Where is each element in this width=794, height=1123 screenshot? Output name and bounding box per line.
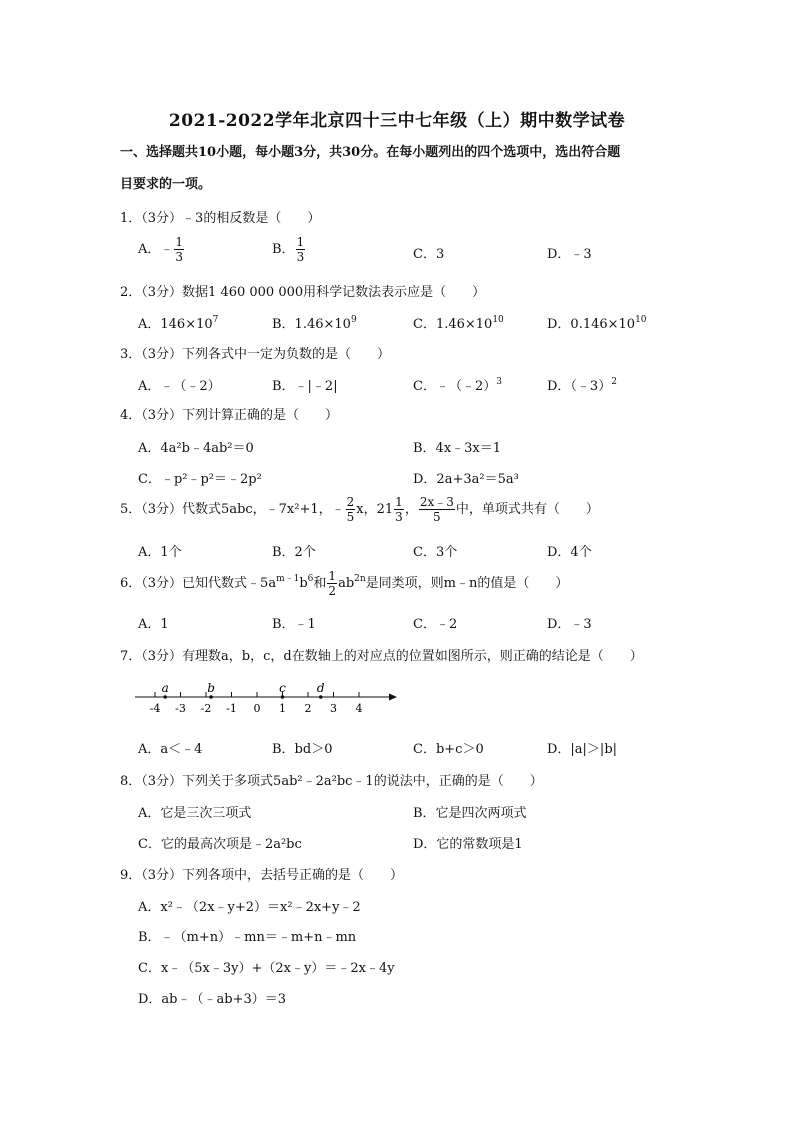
question-8-option-b: B．它是四次两项式 xyxy=(413,806,527,821)
question-4-option-c: C．﹣p²﹣p²＝﹣2p² xyxy=(138,472,262,487)
question-2-option-b: B．$1.46\times 10^9$ xyxy=(272,315,357,332)
question-3-option-a: A．﹣（﹣2） xyxy=(138,379,221,394)
question-3-stem: 3．（3分）下列各式中一定为负数的是（ ） xyxy=(120,347,391,362)
number-line-tick-label: -3 xyxy=(175,702,186,715)
question-4-option-a: A．4a²b﹣4ab²＝0 xyxy=(138,441,254,456)
question-4-stem: 4．（3分）下列计算正确的是（ ） xyxy=(120,408,339,423)
section-heading-line1: 一、选择题共10小题，每小题3分，共30分。在每小题列出的四个选项中，选出符合题 xyxy=(120,145,621,160)
number-line xyxy=(135,675,405,725)
arrow-icon xyxy=(389,694,397,701)
number-line-tick-label: -4 xyxy=(149,702,161,715)
number-line-point-label: c xyxy=(279,681,286,695)
question-9-stem: 9．（3分）下列各项中，去括号正确的是（ ） xyxy=(120,868,404,883)
question-5-stem: 5．（3分）代数式5abc，﹣7x²+1，﹣ $\frac{2}{5}$ x，21 $\frac{1}{3}$ ， $\frac{2x﹣3}{5}$ 中，单项式共有（ ） xyxy=(120,495,599,524)
question-2-option-a: A．$146\times 10^7$ xyxy=(138,315,219,332)
number-line-tick-label: 1 xyxy=(279,702,286,715)
question-1-option-b: B． $\frac{1}{3}$ xyxy=(272,235,305,264)
number-line-tick-label: 4 xyxy=(355,702,363,715)
question-5-option-c: C．3个 xyxy=(413,545,458,560)
fraction: $\frac{2}{5}$ xyxy=(346,495,355,524)
question-1-option-c: C．3 xyxy=(413,247,445,262)
number-line-tick-label: -1 xyxy=(226,702,237,715)
question-7-option-b: B．bd＞0 xyxy=(272,742,333,757)
question-2-option-d: D．$0.146\times 10^{10}$ xyxy=(547,315,647,332)
number-line-tick-label: -2 xyxy=(200,702,212,715)
question-7-stem: 7．（3分）有理数a，b，c，d在数轴上的对应点的位置如图所示，则正确的结论是（ ） xyxy=(120,649,643,664)
fraction: $\frac{1}{3}$ xyxy=(395,495,403,524)
number-line-tick-label: 3 xyxy=(330,702,337,715)
number-line-point-c xyxy=(281,695,285,699)
question-2-stem: 2．（3分）数据1 460 000 000用科学记数法表示应是（ ） xyxy=(120,285,486,300)
fraction: $\frac{2x﹣3}{5}$ xyxy=(419,495,454,524)
question-8-option-d: D．它的常数项是1 xyxy=(413,837,523,852)
fraction: $\frac{1}{2}$ xyxy=(328,569,337,598)
question-3-option-d: D．（﹣3）$^2$ xyxy=(547,377,617,394)
section-heading-line2: 目要求的一项。 xyxy=(120,177,212,192)
question-8-option-a: A．它是三次三项式 xyxy=(138,806,252,821)
question-4-option-b: B．4x﹣3x＝1 xyxy=(413,441,502,456)
number-line-point-d xyxy=(319,695,323,699)
question-3-option-b: B．﹣|﹣2| xyxy=(272,379,338,394)
number-line-point-label: a xyxy=(161,681,169,695)
question-5-option-b: B．2个 xyxy=(272,545,316,560)
question-4-option-d: D．2a+3a²＝5a³ xyxy=(413,472,519,487)
number-line-point-label: d xyxy=(316,681,325,695)
question-6-option-d: D．﹣3 xyxy=(547,617,592,632)
number-line-tick-label: 2 xyxy=(304,702,312,715)
question-7-option-a: A．a＜﹣4 xyxy=(138,742,203,757)
question-8-option-c: C．它的最高次项是﹣2a²bc xyxy=(138,837,302,852)
question-1-option-a: A．﹣ $\frac{1}{3}$ xyxy=(138,235,184,264)
question-3-option-c: C．﹣（﹣2）$^3$ xyxy=(413,377,502,394)
section-heading xyxy=(120,137,680,201)
question-9-option-d: D．ab﹣（﹣ab+3）＝3 xyxy=(138,992,287,1007)
question-9-option-b: B．﹣（m+n）﹣mn＝﹣m+n﹣mn xyxy=(138,930,357,945)
number-line-point-label: b xyxy=(207,681,215,695)
question-1-option-d: D．﹣3 xyxy=(547,247,592,262)
question-5-option-d: D．4个 xyxy=(547,545,592,560)
question-9-option-c: C．x﹣（5x﹣3y）+（2x﹣y）＝﹣2x﹣4y xyxy=(138,961,395,976)
number-line-point-a xyxy=(163,695,167,699)
fraction: $\frac{1}{3}$ xyxy=(175,235,184,264)
number-line-point-b xyxy=(209,695,213,699)
question-6-option-c: C．﹣2 xyxy=(413,617,458,632)
question-9-option-a: A．x²﹣（2x﹣y+2）＝x²﹣2x+y﹣2 xyxy=(138,900,361,915)
question-8-stem: 8．（3分）下列关于多项式5ab²﹣2a²bc﹣1的说法中，正确的是（ ） xyxy=(120,774,543,789)
question-6-stem: 6．（3分）已知代数式$﹣5a^{m﹣1}b^6$和 $\frac{1}{2}$ $ab^{2n}$是同类项，则m﹣n的值是（ ） xyxy=(120,569,569,598)
question-7-option-c: C．b+c＞0 xyxy=(413,742,484,757)
question-2-option-c: C．$1.46\times 10^{10}$ xyxy=(413,315,504,332)
question-1-stem: 1．（3分）﹣3的相反数是（ ） xyxy=(120,211,321,226)
question-5-option-a: A．1个 xyxy=(138,545,182,560)
question-6-option-b: B．﹣1 xyxy=(272,617,316,632)
fraction: $\frac{1}{3}$ xyxy=(296,235,305,264)
page-title: 2021-2022学年北京四十三中七年级（上）期中数学试卷 xyxy=(168,111,626,131)
number-line-tick-label: 0 xyxy=(253,702,261,715)
question-7-option-d: D．|a|＞|b| xyxy=(547,742,618,757)
question-6-option-a: A．1 xyxy=(138,617,169,632)
